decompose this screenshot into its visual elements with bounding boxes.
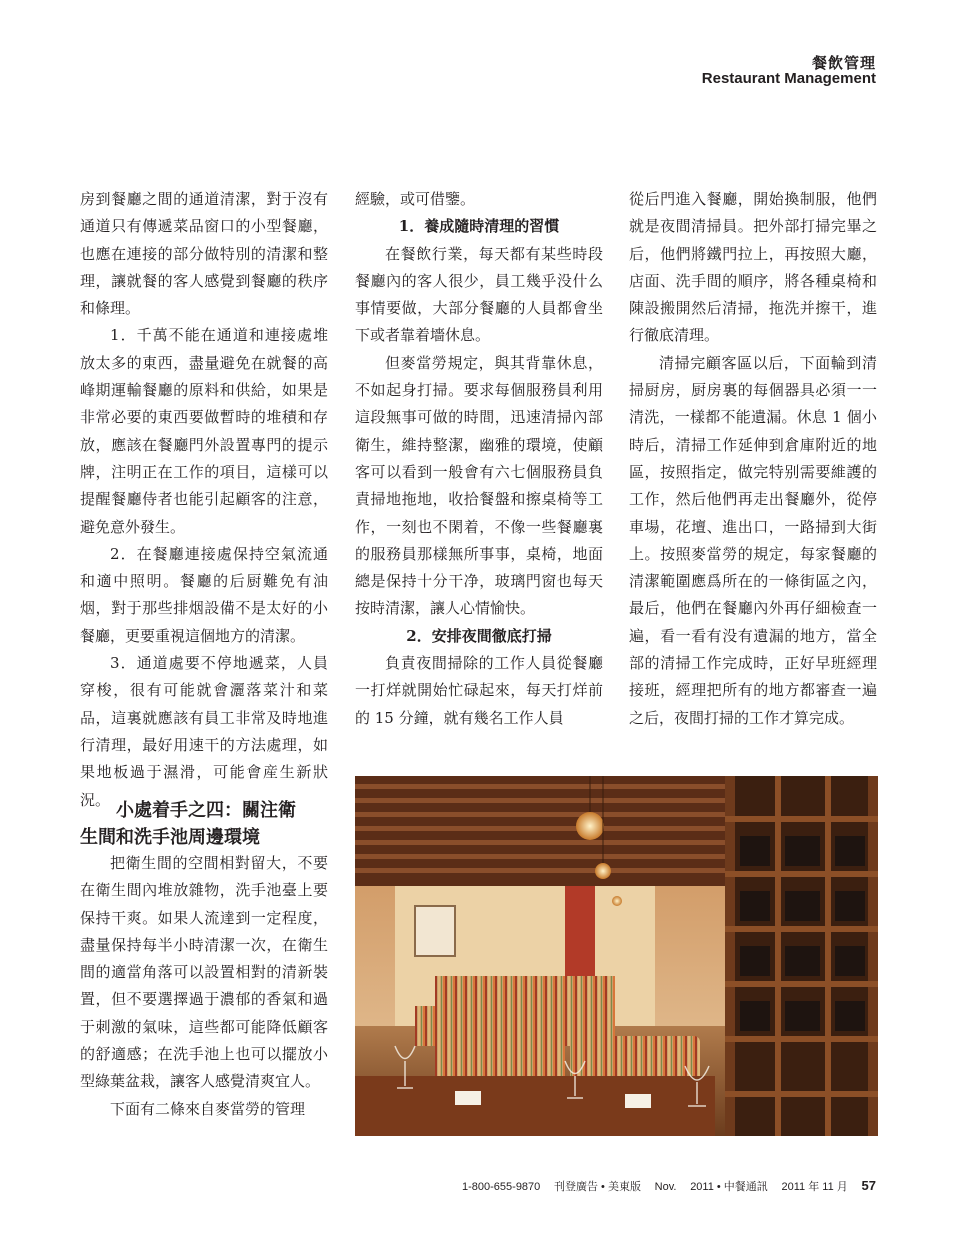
footer-date: 2011 年 11 月 (781, 1181, 848, 1193)
wall-art (415, 906, 455, 956)
paragraph: 清掃完顧客區以后，下面輪到清掃厨房，厨房裏的每個器具必須一一清洗，一樣都不能遺漏。休息 1 個小時后，清掃工作延伸到倉庫附近的地區，按照指定，做完特别需要維護的工作，然后他們再走出餐廳外，從停車場，花壇、進出口，一路掃到大街上。按照麥當勞的規定，每家餐廳的清潔範圍應爲所在的一條街區之內，最后，他們在餐廳內外再仔細檢查一遍，看一看有没有遺漏的地方，當全部的清掃工作完成時，正好早班經理接班，經理把所有的地方都審查一遍之后，夜間打掃的工作才算完成。 (629, 353, 877, 727)
napkin (625, 1094, 651, 1108)
article-column-3 (629, 186, 877, 732)
paragraph: 房到餐廳之間的通道清潔，對于沒有通道只有傳遞菜品窗口的小型餐廳，也應在連接的部分做特別的清潔和整理，讓就餐的客人感覺到餐廳的秩序和條理。 (80, 190, 328, 318)
article-column-2 (355, 186, 603, 732)
section-title-zh: 餐飲管理 (811, 54, 876, 72)
paragraph: 在餐飲行業，每天都有某些時段餐廳內的客人很少，員工幾乎没什么事情要做，大部分餐廳的人員都會坐下或者靠着墻休息。 (355, 244, 603, 345)
numbered-subheading: 2．安排夜間徹底打掃 (406, 626, 552, 645)
subheading-line-1: 小處着手之四：關注衛 (116, 800, 296, 821)
paragraph: 經驗，或可借鑒。 (355, 190, 476, 208)
section-title-en: Restaurant Management (701, 70, 876, 87)
paragraph: 但麥當勞規定，與其背靠休息，不如起身打掃。要求每個服務員利用這段無事可做的時間，迅速清掃內部衛生，維持整潔，幽雅的環境，使顧客可以看到一般會有六七個服務員負責掃地拖地，收拾餐盤和擦桌椅等工作，一刻也不閑着，不像一些餐廳裏的服務員那樣無所事事，桌椅，地面總是保持十分干净，玻璃門窗也每天按時清潔，讓人心情愉快。 (355, 353, 603, 618)
article-column-1 (80, 186, 328, 814)
page-number: 57 (861, 1178, 876, 1193)
paragraph: 負責夜間掃除的工作人員從餐廳一打烊就開始忙碌起來，每天打烊前的 15 分鐘，就有幾名工作人員 (355, 654, 603, 727)
dining-table (355, 1076, 715, 1136)
restaurant-interior-photo (355, 776, 878, 1136)
footer-month: Nov. (654, 1181, 677, 1193)
section-subheading (80, 797, 328, 851)
napkin (455, 1091, 481, 1105)
footer-phone: 1-800-655-9870 (462, 1181, 541, 1193)
paragraph: 把衛生間的空間相對留大，不要在衛生間內堆放雜物，洗手池臺上要保持干爽。如果人流達到一定程度，盡量保持每半小時清潔一次，在衛生間的適當角落可以設置相對的清新裝置，但不要選擇過于濃郁的香氣和過于刺激的氣味，這些都可能降低顧客的舒適感；在洗手池上也可以擺放小型綠葉盆栽，讓客人感覺清爽宜人。 (80, 854, 328, 1091)
footer-issue: 2011 • 中餐通訊 (690, 1181, 768, 1193)
paragraph: 1．千萬不能在通道和連接處堆放太多的東西，盡量避免在就餐的高峰期運輸餐廳的原料和供給，如果是非常必要的東西要做暫時的堆積和存放，應該在餐廳門外設置專門的提示牌，注明正在工作的項目，這樣可以提醒餐廳侍者也能引起顧客的注意，避免意外發生。 (80, 326, 328, 536)
footer-ad-text: 刊登廣告 • 美東版 (554, 1181, 641, 1193)
page-footer (462, 1178, 876, 1194)
subheading-line-2: 生間和洗手池周邊環境 (80, 827, 260, 848)
paragraph: 3．通道處要不停地遞菜，人員穿梭，很有可能就會灑落菜汁和菜品，這裏就應該有員工非常及時地進行清理，最好用速干的方法處理，如果地板過于濕滑，可能會産生新狀況。 (80, 654, 328, 809)
paragraph: 下面有二條來自麥當勞的管理 (110, 1099, 306, 1118)
wine-shelves (725, 776, 878, 1136)
restaurant-illustration (355, 776, 878, 1136)
paragraph: 2．在餐廳連接處保持空氣流通和適中照明。餐廳的后厨難免有油烟，對于那些排烟設備不是太好的小餐廳，更要重視這個地方的清潔。 (80, 544, 328, 645)
numbered-subheading: 1．養成隨時清理的習慣 (398, 217, 560, 236)
paragraph: 從后門進入餐廳，開始換制服，他們就是夜間清掃員。把外部打掃完畢之后，他們將鐵門拉上，再按照大廳，店面、洗手間的順序，將各種桌椅和陳設搬開然后清掃，拖洗并擦干，進行徹底清理。 (629, 190, 877, 345)
article-column-1-continued (80, 850, 328, 1123)
